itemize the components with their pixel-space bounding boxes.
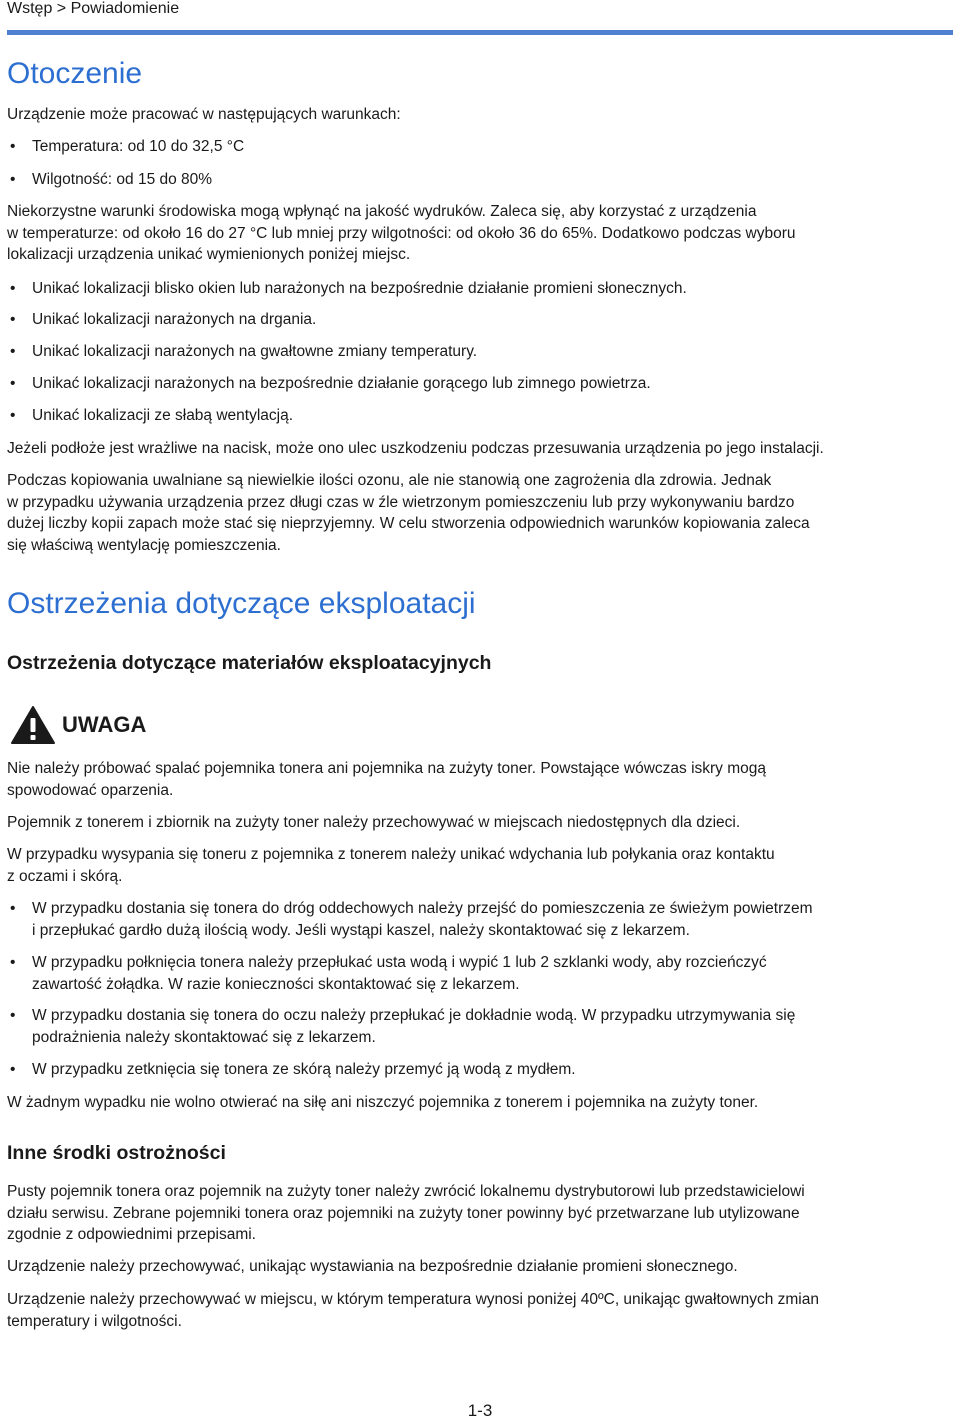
breadcrumb: Wstęp > Powiadomienie [7, 0, 180, 17]
text-line: Urządzenie należy przechowywać w miejscu, w którym temperatura wynosi poniżej 40ºC, unikając gwałtownych zmian [7, 1291, 819, 1308]
first-aid-item [7, 952, 953, 995]
text-line: z oczami i skórą. [7, 867, 123, 885]
bullet-dot: • [10, 311, 16, 328]
environment-paragraph-1 [7, 201, 953, 266]
text-line: temperatury i wilgotności. [7, 1312, 182, 1330]
text-line: zawartość żołądka. W razie konieczności skontaktować się z lekarzem. [32, 975, 520, 993]
bullet-dot: • [10, 1061, 16, 1078]
bullet-dot: • [10, 954, 16, 971]
subsection-title-consumables: Ostrzeżenia dotyczące materiałów eksploatacyjnych [7, 652, 492, 674]
first-aid-item [7, 1059, 953, 1081]
operation-paragraph-3 [7, 844, 953, 887]
avoid-item [7, 309, 953, 331]
bullet-dot: • [10, 171, 16, 188]
text-line: Pusty pojemnik tonera oraz pojemnik na zużyty toner należy zwrócić lokalnemu dystrybutorowi lub przedstawicielowi [7, 1183, 805, 1200]
text-line: lokalizacji urządzenia unikać wymienionych poniżej miejsc. [7, 246, 411, 263]
first-aid-item [7, 1005, 953, 1048]
bullet-dot: • [10, 900, 16, 917]
condition-text: Temperatura: od 10 do 32,5 °C [32, 138, 245, 155]
other-paragraph-2: Urządzenie należy przechowywać, unikając wystawiania na bezpośrednie działanie promieni słonecznego. [7, 1258, 738, 1275]
text-line: W przypadku połknięcia tonera należy przepłukać usta wodą i wypić 1 lub 2 szklanki wody, aby rozcieńczyć [32, 954, 767, 971]
page-number: 1-3 [467, 1401, 493, 1420]
text-line: zgodnie z odpowiednimi przepisami. [7, 1226, 256, 1243]
text-line: działu serwisu. Zebrane pojemniki tonera oraz pojemniki na zużyty toner powinny być przetwarzane lub utylizowane [7, 1204, 800, 1222]
bullet-dot: • [10, 1007, 16, 1024]
operation-paragraph-1 [7, 758, 953, 801]
avoid-text: Unikać lokalizacji blisko okien lub narażonych na bezpośrednie działanie promieni słonecznych. [32, 280, 687, 297]
section-title-operation: Ostrzeżenia dotyczące eksploatacji [7, 587, 476, 620]
bullet-dot: • [10, 343, 16, 360]
avoid-text: Unikać lokalizacji narażonych na drgania. [32, 311, 317, 328]
condition-item [7, 169, 953, 191]
subsection-title-other: Inne środki ostrożności [7, 1142, 226, 1164]
environment-paragraph-3 [7, 470, 953, 556]
bullet-dot: • [10, 280, 16, 297]
text-line: W przypadku zetknięcia się tonera ze skórą należy przemyć ją wodą z mydłem. [32, 1061, 576, 1078]
avoid-text: Unikać lokalizacji narażonych na gwałtowne zmiany temperatury. [32, 343, 478, 360]
avoid-item [7, 278, 953, 300]
text-line: w temperaturze: od około 16 do 27 °C lub mniej przy wilgotności: od około 36 do 65%. Dodatkowo podczas wyboru [7, 224, 796, 242]
text-line: i przepłukać gardło dużą ilością wody. Jeśli wystąpi kaszel, należy skontaktować się z lekarzem. [32, 921, 690, 939]
text-line: W przypadku wysypania się toneru z pojemnika z tonerem należy unikać wdychania lub połykania oraz kontaktu [7, 846, 775, 863]
environment-paragraph-2: Jeżeli podłoże jest wrażliwe na nacisk, może ono ulec uszkodzeniu podczas przesuwania urządzenia po jego instalacji. [7, 440, 824, 457]
section-title-environment: Otoczenie [7, 57, 143, 90]
other-paragraph-3 [7, 1289, 953, 1332]
text-line: W przypadku dostania się tonera do dróg oddechowych należy przejść do pomieszczenia ze świeżym powietrzem [32, 900, 813, 917]
avoid-text: Unikać lokalizacji narażonych na bezpośrednie działanie gorącego lub zimnego powietrza. [32, 375, 651, 392]
other-paragraph-1 [7, 1181, 953, 1246]
text-line: W przypadku dostania się tonera do oczu należy przepłukać je dokładnie wodą. W przypadku utrzymywania się [32, 1007, 796, 1024]
condition-text: Wilgotność: od 15 do 80% [32, 171, 213, 188]
avoid-item [7, 373, 953, 395]
condition-item [7, 136, 953, 158]
bullet-dot: • [10, 407, 16, 424]
text-line: spowodować oparzenia. [7, 781, 174, 799]
text-line: podrażnienia należy skontaktować się z lekarzem. [32, 1028, 376, 1046]
header-rule [7, 30, 953, 35]
avoid-text: Unikać lokalizacji ze słabą wentylacją. [32, 407, 294, 424]
text-line: w przypadku używania urządzenia przez długi czas w źle wietrzonym pomieszczeniu lub przy wykonywaniu bardzo [7, 493, 795, 511]
operation-paragraph-4: W żadnym wypadku nie wolno otwierać na siłę ani niszczyć pojemnika z tonerem i pojemnika na zużyty toner. [7, 1094, 759, 1111]
bullet-dot: • [10, 138, 16, 155]
avoid-item [7, 405, 953, 427]
caution-label: UWAGA [62, 712, 147, 737]
warning-triangle-icon [10, 705, 56, 745]
text-line: Nie należy próbować spalać pojemnika tonera ani pojemnika na zużyty toner. Powstające wówczas iskry mogą [7, 760, 767, 777]
caution-block [10, 703, 146, 747]
text-line: Niekorzystne warunki środowiska mogą wpłynąć na jakość wydruków. Zaleca się, aby korzystać z urządzenia [7, 203, 757, 220]
avoid-item [7, 341, 953, 363]
first-aid-item [7, 898, 953, 941]
text-line: dużej liczby kopii zapach może stać się nieprzyjemny. W celu stworzenia odpowiednich warunków kopiowania zaleca [7, 515, 810, 532]
bullet-dot: • [10, 375, 16, 392]
text-line: Podczas kopiowania uwalniane są niewielkie ilości ozonu, ale nie stanowią one zagrożenia dla zdrowia. Jednak [7, 472, 772, 489]
environment-intro: Urządzenie może pracować w następujących warunkach: [7, 106, 401, 123]
operation-paragraph-2: Pojemnik z tonerem i zbiornik na zużyty toner należy przechowywać w miejscach niedostępnych dla dzieci. [7, 814, 741, 831]
text-line: się właściwą wentylację pomieszczenia. [7, 536, 281, 554]
